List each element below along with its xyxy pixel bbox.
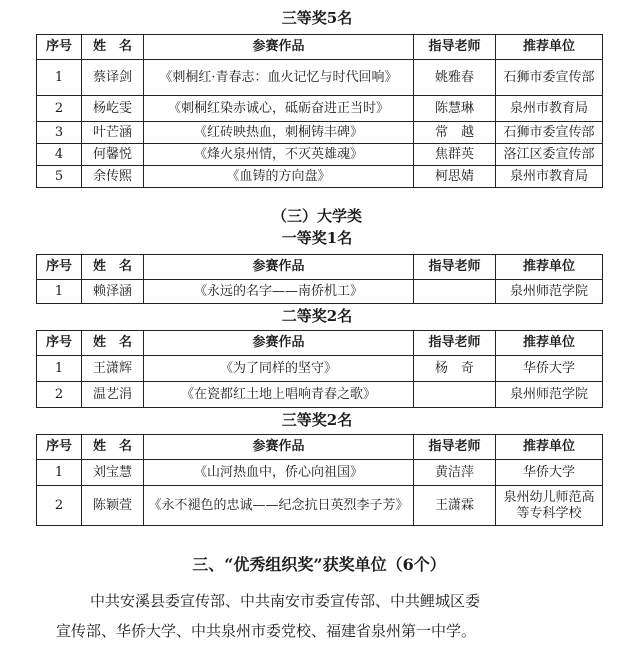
- table-row: [37, 144, 603, 166]
- section-title-third-prize-univ: 三等奖2名: [281, 411, 353, 429]
- section-title-second-prize: 二等奖2名: [281, 307, 353, 325]
- cell-unit: 华侨大学: [496, 356, 603, 382]
- cell-no: 1: [37, 356, 82, 382]
- first-prize-table: [36, 254, 603, 304]
- table-header-row: [37, 255, 603, 280]
- header-name: 姓 名: [82, 435, 144, 460]
- header-teacher: 指导老师: [414, 35, 496, 60]
- cell-work: 《永不褪色的忠诚——纪念抗日英烈李子芳》: [144, 486, 414, 526]
- header-no: 序号: [37, 331, 82, 356]
- cell-teacher: 柯思婧: [414, 166, 496, 188]
- cell-work: 《烽火泉州情，不灭英雄魂》: [144, 144, 414, 166]
- third-prize-univ-table: [36, 434, 603, 526]
- header-unit: 推荐单位: [496, 331, 603, 356]
- table-row: [37, 486, 603, 526]
- cell-name: 温艺涓: [82, 382, 144, 408]
- cell-unit: 石狮市委宣传部: [496, 122, 603, 144]
- cell-name: 陈颖萱: [82, 486, 144, 526]
- cell-no: 2: [37, 96, 82, 122]
- org-award-line-2: 宣传部、华侨大学、中共泉州市委党校、福建省泉州第一中学。: [56, 622, 477, 640]
- header-unit: 推荐单位: [496, 255, 603, 280]
- cell-teacher: 黄洁萍: [414, 460, 496, 486]
- cell-work: 《山河热血中，侨心向祖国》: [144, 460, 414, 486]
- cell-unit: 洛江区委宣传部: [496, 144, 603, 166]
- section-title-third-prize: 三等奖5名: [281, 9, 353, 27]
- table-row: [37, 122, 603, 144]
- cell-name: 王潇辉: [82, 356, 144, 382]
- header-no: 序号: [37, 35, 82, 60]
- cell-no: 1: [37, 280, 82, 304]
- header-name: 姓 名: [82, 35, 144, 60]
- header-teacher: 指导老师: [414, 435, 496, 460]
- cell-name: 叶芒涵: [82, 122, 144, 144]
- cell-no: 2: [37, 382, 82, 408]
- header-work: 参赛作品: [144, 255, 414, 280]
- cell-teacher: [414, 280, 496, 304]
- cell-unit: 泉州师范学院: [496, 382, 603, 408]
- table-row: [37, 60, 603, 96]
- header-name: 姓 名: [82, 255, 144, 280]
- header-unit: 推荐单位: [496, 435, 603, 460]
- header-work: 参赛作品: [144, 435, 414, 460]
- org-award-heading: 三、“优秀组织奖”获奖单位（6个）: [192, 555, 446, 574]
- cell-name: 刘宝慧: [82, 460, 144, 486]
- cell-name: 余传熙: [82, 166, 144, 188]
- second-prize-table: [36, 330, 603, 408]
- table-row: [37, 280, 603, 304]
- table-row: [37, 166, 603, 188]
- cell-teacher: [414, 382, 496, 408]
- cell-unit: 华侨大学: [496, 460, 603, 486]
- cell-unit: 泉州市教育局: [496, 166, 603, 188]
- cell-no: 1: [37, 60, 82, 96]
- cell-no: 5: [37, 166, 82, 188]
- table-header-row: [37, 435, 603, 460]
- cell-teacher: 焦群英: [414, 144, 496, 166]
- cell-work: 《血铸的方向盘》: [144, 166, 414, 188]
- cell-work: 《刺桐红·青春志：血火记忆与时代回响》: [144, 60, 414, 96]
- table-header-row: [37, 331, 603, 356]
- cell-name: 赖泽涵: [82, 280, 144, 304]
- cell-unit: 泉州幼儿师范高等专科学校: [496, 486, 603, 526]
- cell-unit: 泉州师范学院: [496, 280, 603, 304]
- header-no: 序号: [37, 435, 82, 460]
- table-header-row: [37, 35, 603, 60]
- cell-unit: 泉州市教育局: [496, 96, 603, 122]
- table-row: [37, 96, 603, 122]
- table-row: [37, 460, 603, 486]
- cell-teacher: 陈慧琳: [414, 96, 496, 122]
- header-name: 姓 名: [82, 331, 144, 356]
- header-no: 序号: [37, 255, 82, 280]
- cell-no: 1: [37, 460, 82, 486]
- header-work: 参赛作品: [144, 331, 414, 356]
- table-row: [37, 356, 603, 382]
- cell-no: 4: [37, 144, 82, 166]
- header-work: 参赛作品: [144, 35, 414, 60]
- cell-name: 杨屹雯: [82, 96, 144, 122]
- section-title-first-prize: 一等奖1名: [281, 229, 353, 247]
- cell-work: 《红砖映热血，刺桐铸丰碑》: [144, 122, 414, 144]
- cell-work: 《刺桐红染赤诚心，砥砺奋进正当时》: [144, 96, 414, 122]
- header-unit: 推荐单位: [496, 35, 603, 60]
- cell-teacher: 姚雅春: [414, 60, 496, 96]
- third-prize-table: [36, 34, 603, 188]
- university-heading: （三）大学类: [271, 207, 362, 225]
- header-teacher: 指导老师: [414, 255, 496, 280]
- cell-unit: 石狮市委宣传部: [496, 60, 603, 96]
- cell-name: 何馨悦: [82, 144, 144, 166]
- cell-teacher: 杨 奇: [414, 356, 496, 382]
- cell-no: 3: [37, 122, 82, 144]
- table-row: [37, 382, 603, 408]
- cell-no: 2: [37, 486, 82, 526]
- cell-name: 蔡译剑: [82, 60, 144, 96]
- cell-work: 《在瓷都红土地上唱响青春之歌》: [144, 382, 414, 408]
- header-teacher: 指导老师: [414, 331, 496, 356]
- cell-work: 《为了同样的坚守》: [144, 356, 414, 382]
- cell-teacher: 王潇霖: [414, 486, 496, 526]
- cell-work: 《永远的名字——南侨机工》: [144, 280, 414, 304]
- cell-teacher: 常 越: [414, 122, 496, 144]
- org-award-line-1: 中共安溪县委宣传部、中共南安市委宣传部、中共鲤城区委: [90, 592, 481, 610]
